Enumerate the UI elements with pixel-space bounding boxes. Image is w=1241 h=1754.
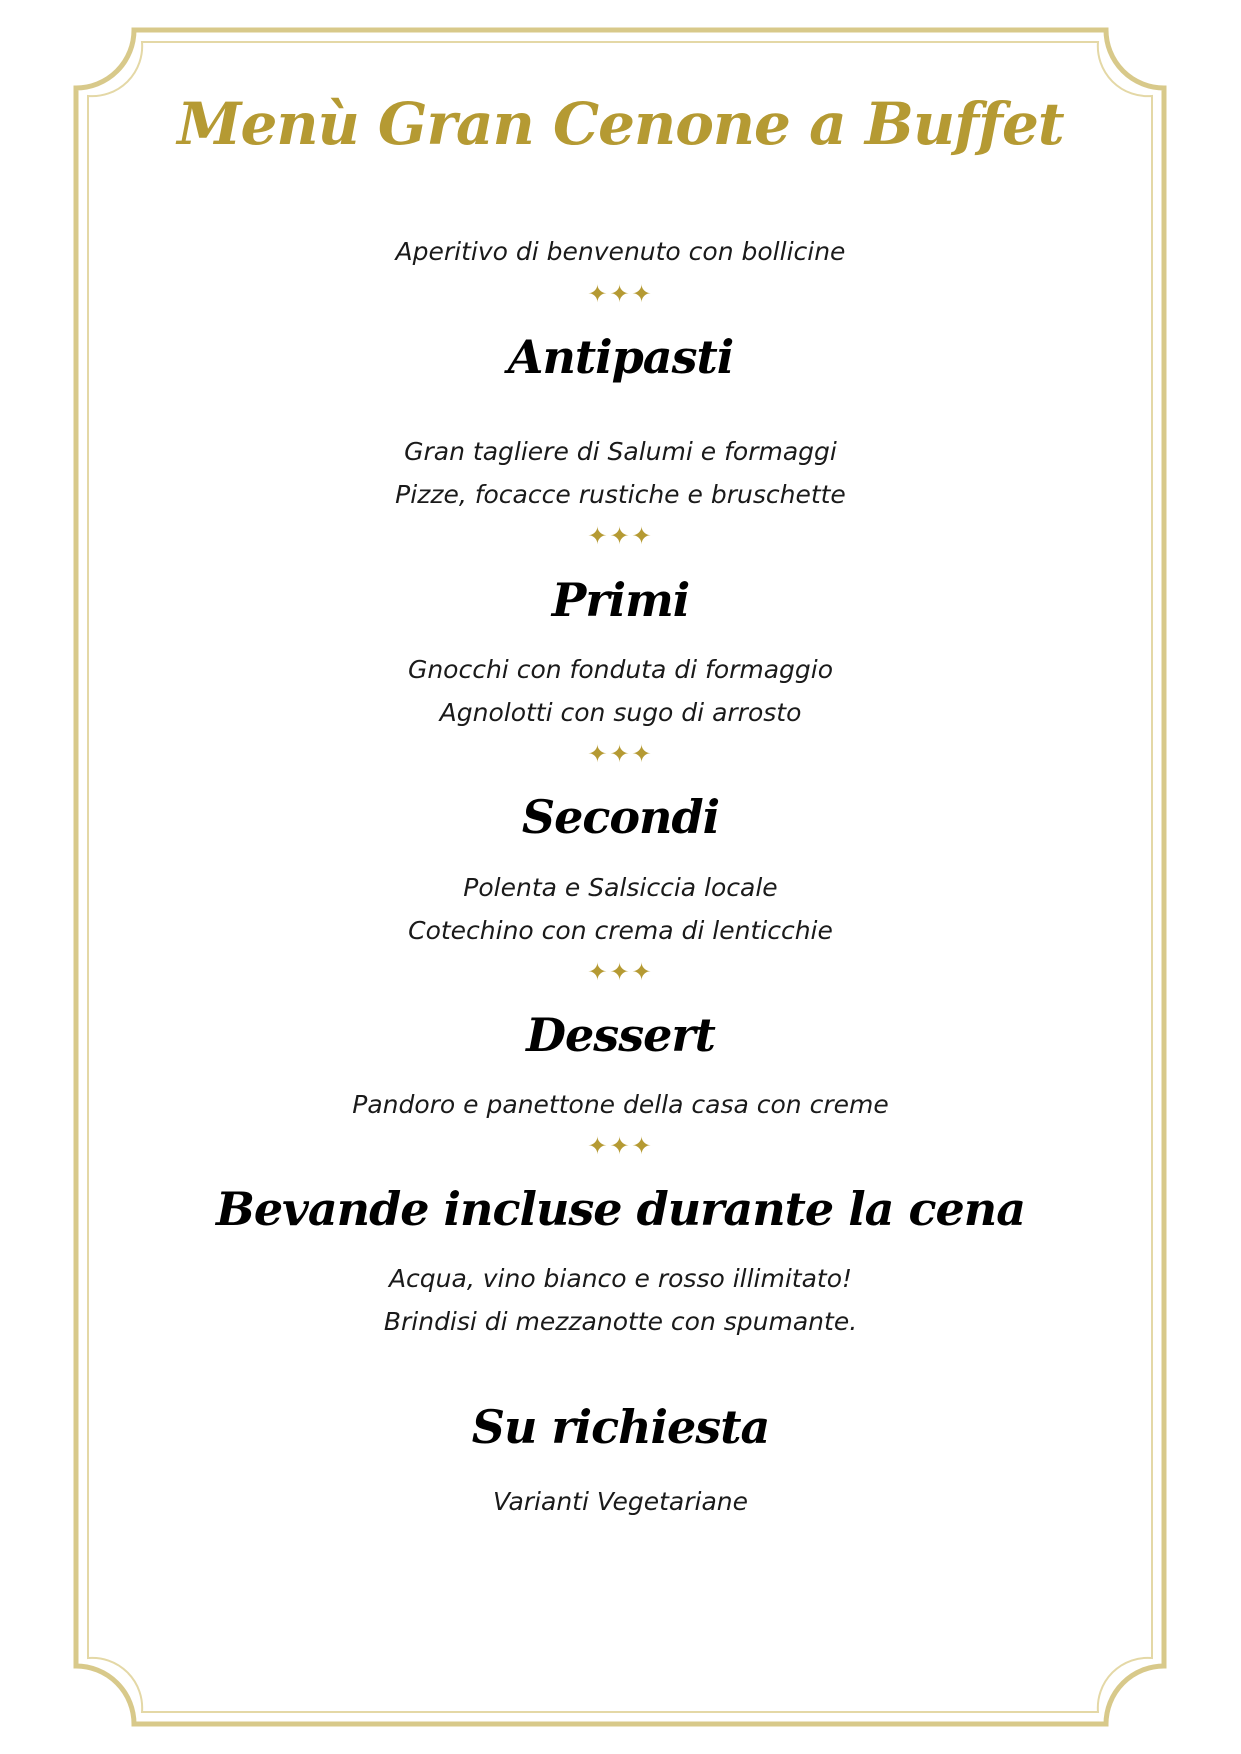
menu-item: Acqua, vino bianco e rosso illimitato! [388,1264,853,1293]
divider-stars-icon: ✦✦✦ [587,522,654,550]
menu-item: Gnocchi con fonduta di formaggio [407,655,834,684]
menu-item: Brindisi di mezzanotte con spumante. [383,1307,858,1336]
section-heading-antipasti: Antipasti [507,330,734,384]
section-heading-dessert: Dessert [526,1008,715,1062]
aperitivo-line: Aperitivo di benvenuto con bollicine [395,237,846,266]
section-heading-bevande: Bevande incluse durante la cena [215,1182,1026,1236]
divider-stars-icon: ✦✦✦ [587,958,654,986]
menu-item: Pizze, focacce rustiche e bruschette [395,480,846,509]
section-heading-secondi: Secondi [521,790,720,844]
menu-item: Cotechino con crema di lenticchie [408,916,833,945]
menu-item: Varianti Vegetariane [492,1487,749,1516]
divider-stars-icon: ✦✦✦ [587,1132,654,1160]
section-heading-primi: Primi [551,573,690,627]
menu-item: Agnolotti con sugo di arrosto [439,698,802,727]
menu-item: Polenta e Salsiccia locale [463,873,778,902]
divider-stars-icon: ✦✦✦ [587,740,654,768]
section-heading-su-richiesta: Su richiesta [471,1400,770,1454]
divider-stars-icon: ✦✦✦ [587,280,654,308]
menu-item: Pandoro e panettone della casa con creme [352,1090,889,1119]
menu-title: Menù Gran Cenone a Buffet [177,90,1064,158]
menu-item: Gran tagliere di Salumi e formaggi [404,437,837,466]
